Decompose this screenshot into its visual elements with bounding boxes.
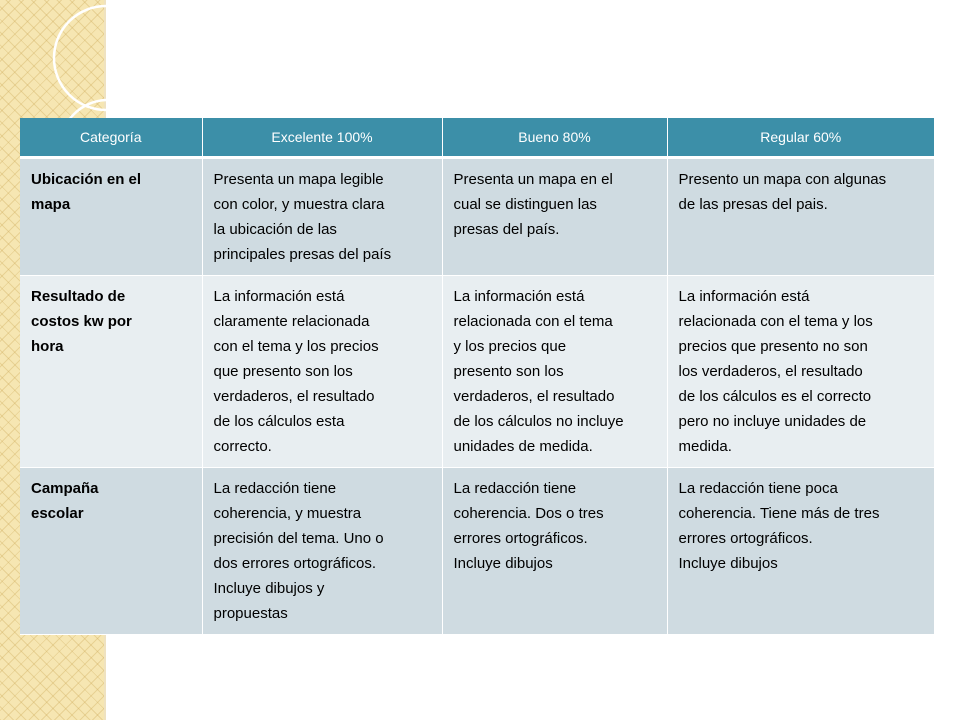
cell-text-line: verdaderos, el resultado	[213, 388, 375, 405]
cell-category	[20, 276, 202, 468]
header-bueno: Bueno 80%	[442, 118, 667, 158]
cell-excelente	[202, 158, 442, 276]
cell-text-line: dos errores ortográficos.	[213, 555, 377, 572]
cell-text-line: Presenta un mapa en el	[453, 171, 613, 188]
cell-text-line: propuestas	[213, 605, 288, 622]
cell-text-line: costos kw por	[31, 313, 132, 330]
cell-text-line: claramente relacionada	[213, 313, 370, 330]
cell-text-line: medida.	[678, 438, 732, 455]
cell-text-line: verdaderos, el resultado	[453, 388, 615, 405]
cell-text-line: relacionada con el tema	[453, 313, 613, 330]
cell-category	[20, 468, 202, 635]
cell-text-line: La redacción tiene	[453, 480, 577, 497]
cell-excelente	[202, 468, 442, 635]
cell-excelente	[202, 276, 442, 468]
cell-text-line: precios que presento no son	[678, 338, 868, 355]
cell-text-line: pero no incluye unidades de	[678, 413, 867, 430]
cell-text-line: escolar	[31, 505, 84, 522]
cell-text-line: que presento son los	[213, 363, 353, 380]
table-row	[20, 158, 934, 276]
cell-text-line: errores ortográficos.	[678, 530, 813, 547]
cell-text-line: correcto.	[213, 438, 272, 455]
table-row	[20, 468, 934, 635]
table-header-row	[20, 118, 934, 158]
cell-text-line: Incluye dibujos y	[213, 580, 325, 597]
cell-text-line: presas del país.	[453, 221, 560, 238]
cell-text-line: coherencia. Tiene más de tres	[678, 505, 880, 522]
header-regular: Regular 60%	[667, 118, 934, 158]
header-categoria: Categoría	[20, 118, 202, 158]
cell-text-line: la ubicación de las	[213, 221, 337, 238]
table-row	[20, 276, 934, 468]
cell-text-line: de las presas del pais.	[678, 196, 828, 213]
cell-text-line: La información está	[678, 288, 810, 305]
cell-text-line: Presenta un mapa legible	[213, 171, 384, 188]
cell-text-line: de los cálculos no incluye	[453, 413, 624, 430]
cell-text-line: errores ortográficos.	[453, 530, 588, 547]
cell-text-line: Incluye dibujos	[678, 555, 778, 572]
cell-text-line: La redacción tiene	[213, 480, 337, 497]
cell-text-line: La información está	[213, 288, 345, 305]
header-excelente: Excelente 100%	[202, 118, 442, 158]
cell-text-line: Ubicación en el	[31, 171, 142, 188]
cell-bueno	[442, 276, 667, 468]
cell-bueno	[442, 158, 667, 276]
cell-text-line: de los cálculos es el correcto	[678, 388, 872, 405]
cell-text-line: unidades de medida.	[453, 438, 593, 455]
cell-text-line: mapa	[31, 196, 71, 213]
cell-text-line: La redacción tiene poca	[678, 480, 838, 497]
cell-text-line: coherencia. Dos o tres	[453, 505, 604, 522]
cell-text-line: de los cálculos esta	[213, 413, 345, 430]
cell-text-line: Campaña	[31, 480, 99, 497]
cell-text-line: Incluye dibujos	[453, 555, 553, 572]
cell-text-line: los verdaderos, el resultado	[678, 363, 863, 380]
cell-text-line: hora	[31, 338, 64, 355]
cell-text-line: Resultado de	[31, 288, 126, 305]
cell-text-line: precisión del tema. Uno o	[213, 530, 384, 547]
cell-text-line: cual se distinguen las	[453, 196, 597, 213]
cell-regular	[667, 158, 934, 276]
cell-text-line: con el tema y los precios	[213, 338, 379, 355]
rubric-table	[20, 118, 934, 635]
cell-text-line: y los precios que	[453, 338, 567, 355]
cell-category	[20, 158, 202, 276]
cell-bueno	[442, 468, 667, 635]
cell-text-line: Presento un mapa con algunas	[678, 171, 887, 188]
cell-text-line: presento son los	[453, 363, 564, 380]
cell-regular	[667, 276, 934, 468]
cell-text-line: principales presas del país	[213, 246, 392, 263]
cell-text-line: coherencia, y muestra	[213, 505, 362, 522]
cell-text-line: relacionada con el tema y los	[678, 313, 873, 330]
cell-text-line: con color, y muestra clara	[213, 196, 385, 213]
cell-regular	[667, 468, 934, 635]
cell-text-line: La información está	[453, 288, 585, 305]
rubric-table-container	[20, 118, 934, 635]
